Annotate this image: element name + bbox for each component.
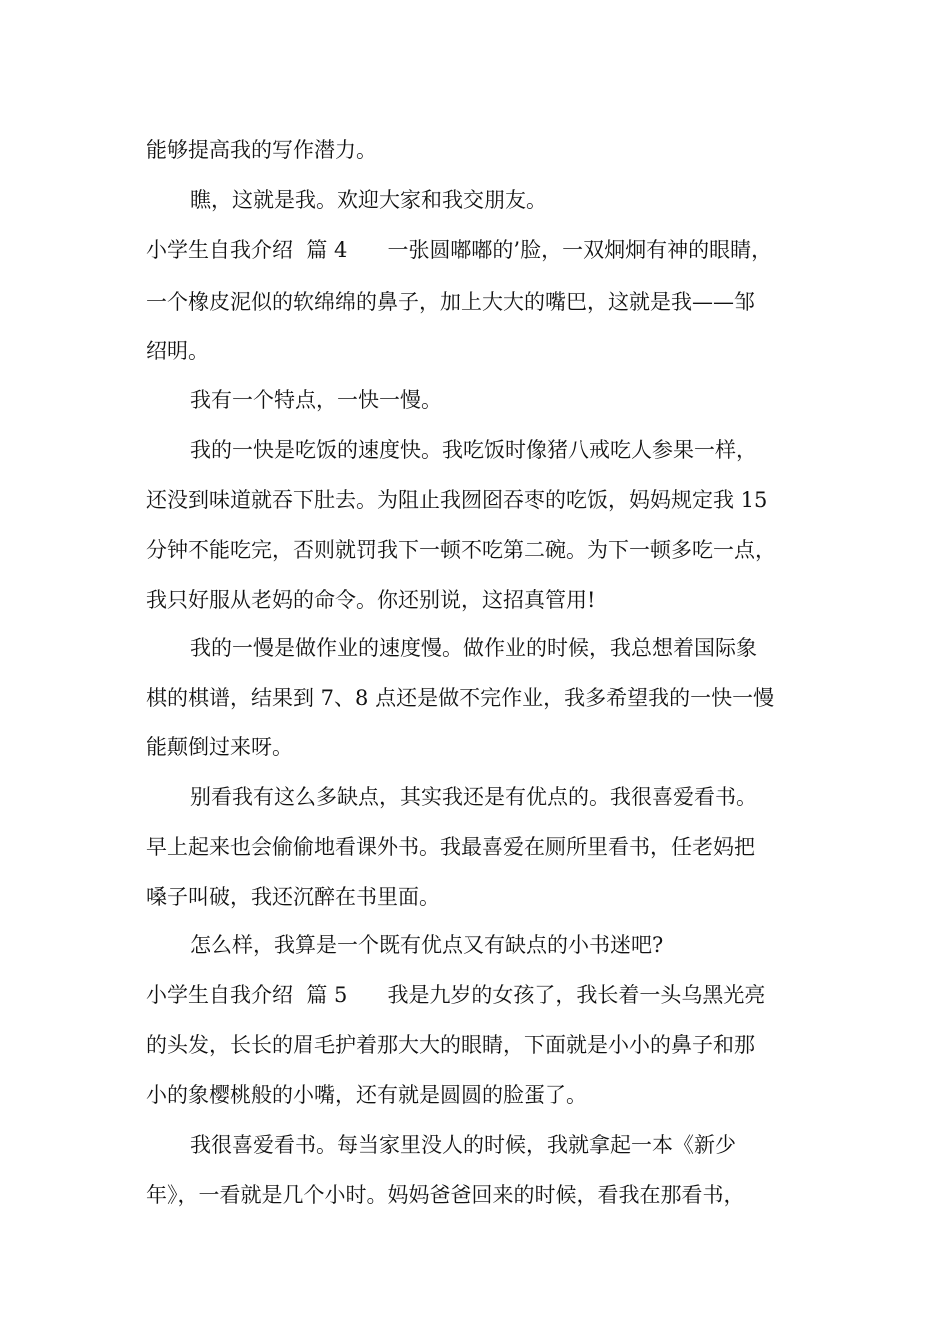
text-line: 我只好服从老妈的命令。你还别说，这招真管用!: [146, 588, 596, 612]
text-line: 我的一慢是做作业的速度慢。做作业的时候，我总想着国际象: [190, 636, 757, 660]
text-line: 绍明。: [146, 339, 209, 363]
text-line: 一个橡皮泥似的软绵绵的鼻子，加上大大的嘴巴，这就是我——邹: [146, 290, 755, 314]
text-line: 瞧，这就是我。欢迎大家和我交朋友。: [190, 188, 547, 212]
text-line: 能够提高我的写作潜力。: [146, 138, 377, 162]
section-heading-line: 小学生自我介绍 篇 4 一张圆嘟嘟的’脸，一双炯炯有神的眼睛，: [146, 238, 773, 262]
text-line: 分钟不能吃完，否则就罚我下一顿不吃第二碗。为下一顿多吃一点，: [146, 538, 776, 562]
section-heading-line: 小学生自我介绍 篇 5 我是九岁的女孩了，我长着一头乌黑光亮: [146, 983, 766, 1007]
text-line: 年》，一看就是几个小时。妈妈爸爸回来的时候，看我在那看书，: [146, 1183, 745, 1207]
text-line: 怎么样，我算是一个既有优点又有缺点的小书迷吧?: [190, 933, 664, 957]
text-line: 嗓子叫破，我还沉醉在书里面。: [146, 885, 440, 909]
text-line: 我的一快是吃饭的速度快。我吃饭时像猪八戒吃人参果一样，: [190, 438, 757, 462]
text-line: 我有一个特点，一快一慢。: [190, 388, 442, 412]
text-line: 能颠倒过来呀。: [146, 735, 293, 759]
text-line: 棋的棋谱，结果到 7、8 点还是做不完作业，我多希望我的一快一慢: [146, 686, 775, 710]
text-line: 我很喜爱看书。每当家里没人的时候，我就拿起一本《新少: [190, 1133, 736, 1157]
text-line: 早上起来也会偷偷地看课外书。我最喜爱在厕所里看书，任老妈把: [146, 835, 755, 859]
text-line: 别看我有这么多缺点，其实我还是有优点的。我很喜爱看书。: [190, 785, 757, 809]
text-line: 小的象樱桃般的小嘴，还有就是圆圆的脸蛋了。: [146, 1083, 587, 1107]
text-line: 的头发，长长的眉毛护着那大大的眼睛，下面就是小小的鼻子和那: [146, 1033, 755, 1057]
text-line: 还没到味道就吞下肚去。为阻止我囫囵吞枣的吃饭，妈妈规定我 15: [146, 488, 768, 512]
